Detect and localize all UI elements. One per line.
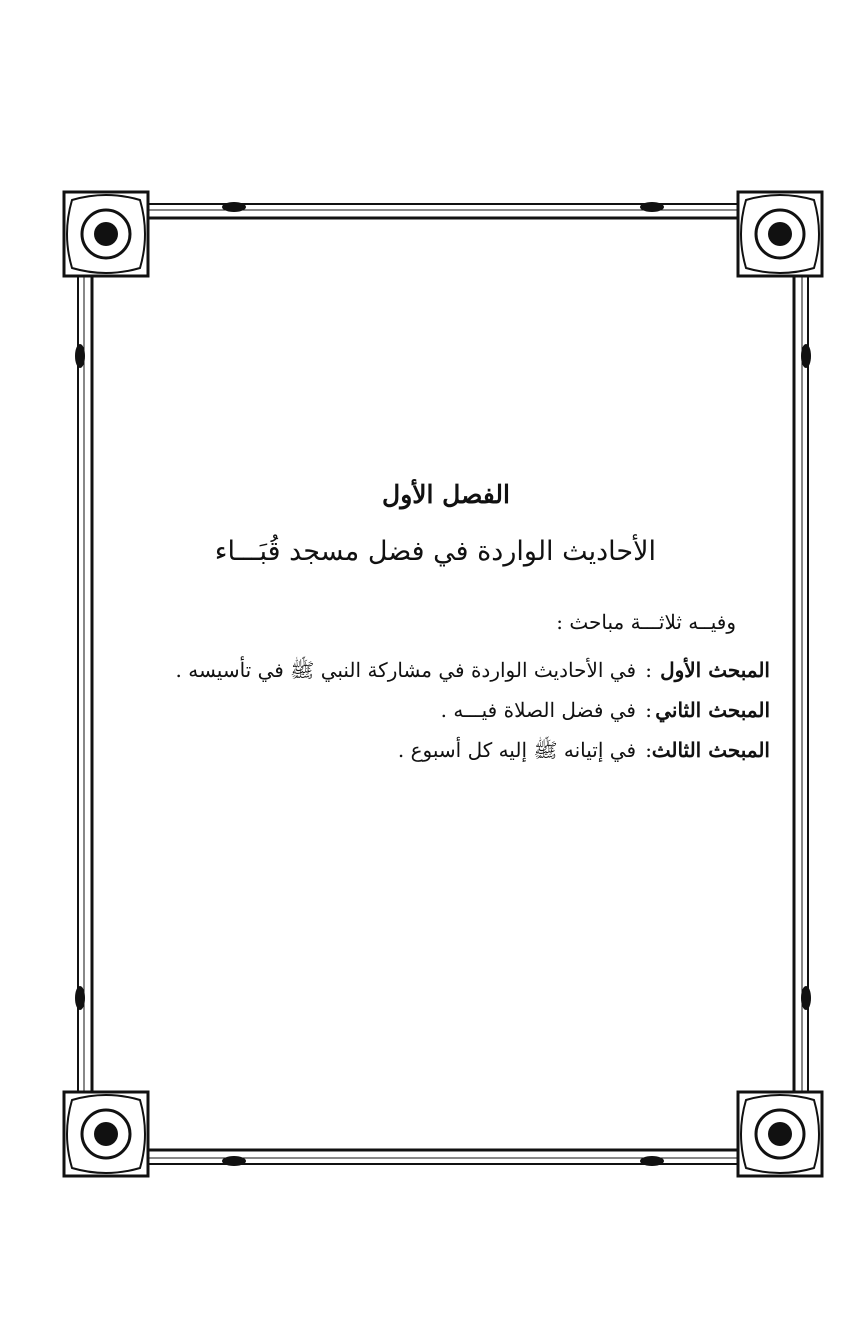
section-text: في إتيانه ﷺ إليه كل أسبوع . xyxy=(397,738,636,762)
section-label: المبحث الثالث xyxy=(651,738,770,762)
corner-ornament-top-left xyxy=(64,192,148,276)
chapter-subtitle: الأحاديث الواردة في فضل مسجد قُبَـــاء xyxy=(214,536,656,567)
section-colon: : xyxy=(645,658,652,682)
sections-list xyxy=(130,658,770,778)
section-row xyxy=(130,658,770,698)
section-text: في الأحاديث الواردة في مشاركة النبي ﷺ في تأسيسه . xyxy=(175,658,636,682)
section-colon: : xyxy=(645,738,652,762)
section-label: المبحث الثاني xyxy=(655,698,770,722)
sections-intro: وفيــه ثلاثـــة مباحث : xyxy=(556,610,736,634)
section-label: المبحث الأول xyxy=(660,658,770,682)
section-row xyxy=(130,698,770,738)
section-text: في فضل الصلاة فيـــه . xyxy=(440,698,636,722)
corner-ornament-bottom-left xyxy=(64,1092,148,1176)
section-row xyxy=(130,738,770,778)
section-colon: : xyxy=(645,698,652,722)
corner-ornament-top-right xyxy=(738,192,822,276)
chapter-title: الفصل الأول xyxy=(382,480,510,509)
chapter-contents xyxy=(130,470,770,810)
corner-ornament-bottom-right xyxy=(738,1092,822,1176)
